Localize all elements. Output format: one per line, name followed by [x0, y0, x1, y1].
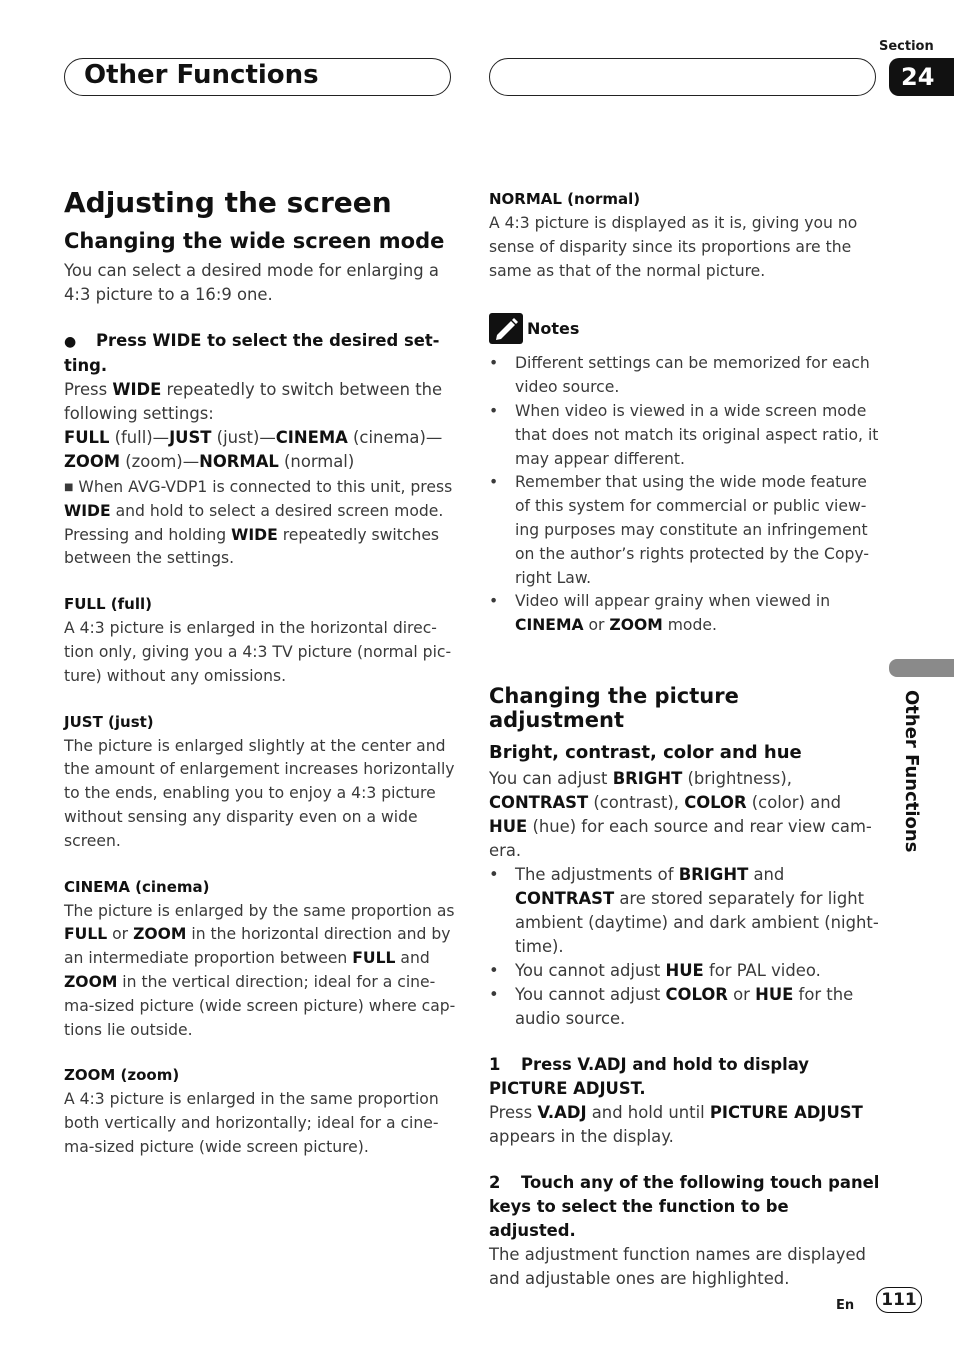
step-2: 2 Touch any of the following touch panel keys to select the function to be adjusted. The adjustment function names are displayed and adjustable ones are highlighted.	[489, 1172, 880, 1288]
notes-list	[489, 352, 881, 638]
step-1: 1 Press V.ADJ and hold to display PICTURE ADJUST. Press V.ADJ and hold until PICTURE ADJUST appears in the display.	[489, 1054, 863, 1146]
side-tab-marker	[889, 659, 954, 677]
section-label: Section	[879, 39, 934, 54]
list-item: • Remember that using the wide mode feature of this system for commercial or public view-ing purposes may constitute an infringement on the author’s rights protected by the Copy-right Law.	[489, 473, 869, 587]
page-title: Adjusting the screen	[64, 186, 392, 219]
full-heading: FULL (full)	[64, 595, 152, 614]
side-tab-label: Other Functions	[901, 690, 922, 853]
normal-body: A 4:3 picture is displayed as it is, giving you no sense of disparity since its proportions are the same as that of the normal picture.	[489, 214, 858, 280]
wide-screen-intro: You can select a desired mode for enlarging a 4:3 picture to a 16:9 one.	[64, 261, 439, 304]
cinema-heading: CINEMA (cinema)	[64, 877, 210, 896]
just-body: The picture is enlarged slightly at the center and the amount of enlargement increases horizontally to the ends, enabling you to enjoy a 4:3 picture without sensing any disparity even on a wide screen.	[64, 736, 455, 850]
list-item: • When video is viewed in a wide screen mode that does not match its original aspect ratio, it may appear different.	[489, 401, 879, 468]
section-number: 24	[889, 58, 954, 96]
list-item: • You cannot adjust COLOR or HUE for the audio source.	[489, 984, 854, 1028]
picture-adjustment-heading: Changing the picture adjustment	[489, 683, 739, 732]
page-number: 111	[876, 1287, 922, 1313]
mode-sequence: FULL (full)—JUST (just)—CINEMA (cinema)— ZOOM (zoom)—NORMAL (normal)	[64, 428, 443, 471]
list-item: • The adjustments of BRIGHT and CONTRAST are stored separately for light ambient (daytime) and dark ambient (night-time).	[489, 864, 879, 956]
language-label: En	[836, 1298, 855, 1313]
wide-screen-heading: Changing the wide screen mode	[64, 229, 445, 253]
just-heading: JUST (just)	[64, 712, 154, 731]
step-bullet-icon: ●	[64, 334, 77, 350]
list-item: • You cannot adjust HUE for PAL video.	[489, 960, 821, 980]
pencil-icon	[489, 313, 523, 344]
cinema-body: The picture is enlarged by the same proportion as FULL or ZOOM in the horizontal direction and by an intermediate proportion between FULL and ZOOM in the vertical direction; ideal for a cine-ma-sized picture (wide screen picture) where cap-tions lie outside.	[64, 901, 456, 1039]
header-right-frame	[489, 58, 876, 96]
step-instruction: ● Press WIDE to select the desired set- ting.	[64, 331, 440, 375]
left-column	[64, 186, 456, 1160]
list-item: • Video will appear grainy when viewed in CINEMA or ZOOM mode.	[489, 592, 831, 635]
adjust-intro: You can adjust BRIGHT (brightness), CONTRAST (contrast), COLOR (color) and HUE (hue) for each source and rear view cam-era.	[489, 768, 872, 860]
avg-note: ■ When AVG-VDP1 is connected to this unit, press WIDE and hold to select a desired screen mode. Pressing and holding WIDE repeatedly switches between the settings.	[64, 478, 453, 568]
zoom-body: A 4:3 picture is enlarged in the same proportion both vertically and horizontally; ideal for a cine-ma-sized picture (wide screen picture).	[64, 1090, 439, 1156]
picture-adjustment-subheading: Bright, contrast, color and hue	[489, 741, 802, 763]
header-title: Other Functions	[84, 60, 319, 90]
zoom-heading: ZOOM (zoom)	[64, 1066, 180, 1085]
notes-header	[489, 313, 881, 344]
notes-label: Notes	[527, 319, 580, 339]
adjust-list	[489, 863, 881, 1031]
right-column	[489, 190, 881, 1291]
press-wide-text: Press WIDE repeatedly to switch between the following settings:	[64, 380, 443, 423]
normal-heading: NORMAL (normal)	[489, 190, 641, 208]
full-body: A 4:3 picture is enlarged in the horizontal direc-tion only, giving you a 4:3 TV picture (normal pic-ture) without any omissions.	[64, 619, 452, 685]
list-item: • Different settings can be memorized for each video source.	[489, 354, 870, 397]
square-bullet-icon: ■	[64, 482, 74, 493]
